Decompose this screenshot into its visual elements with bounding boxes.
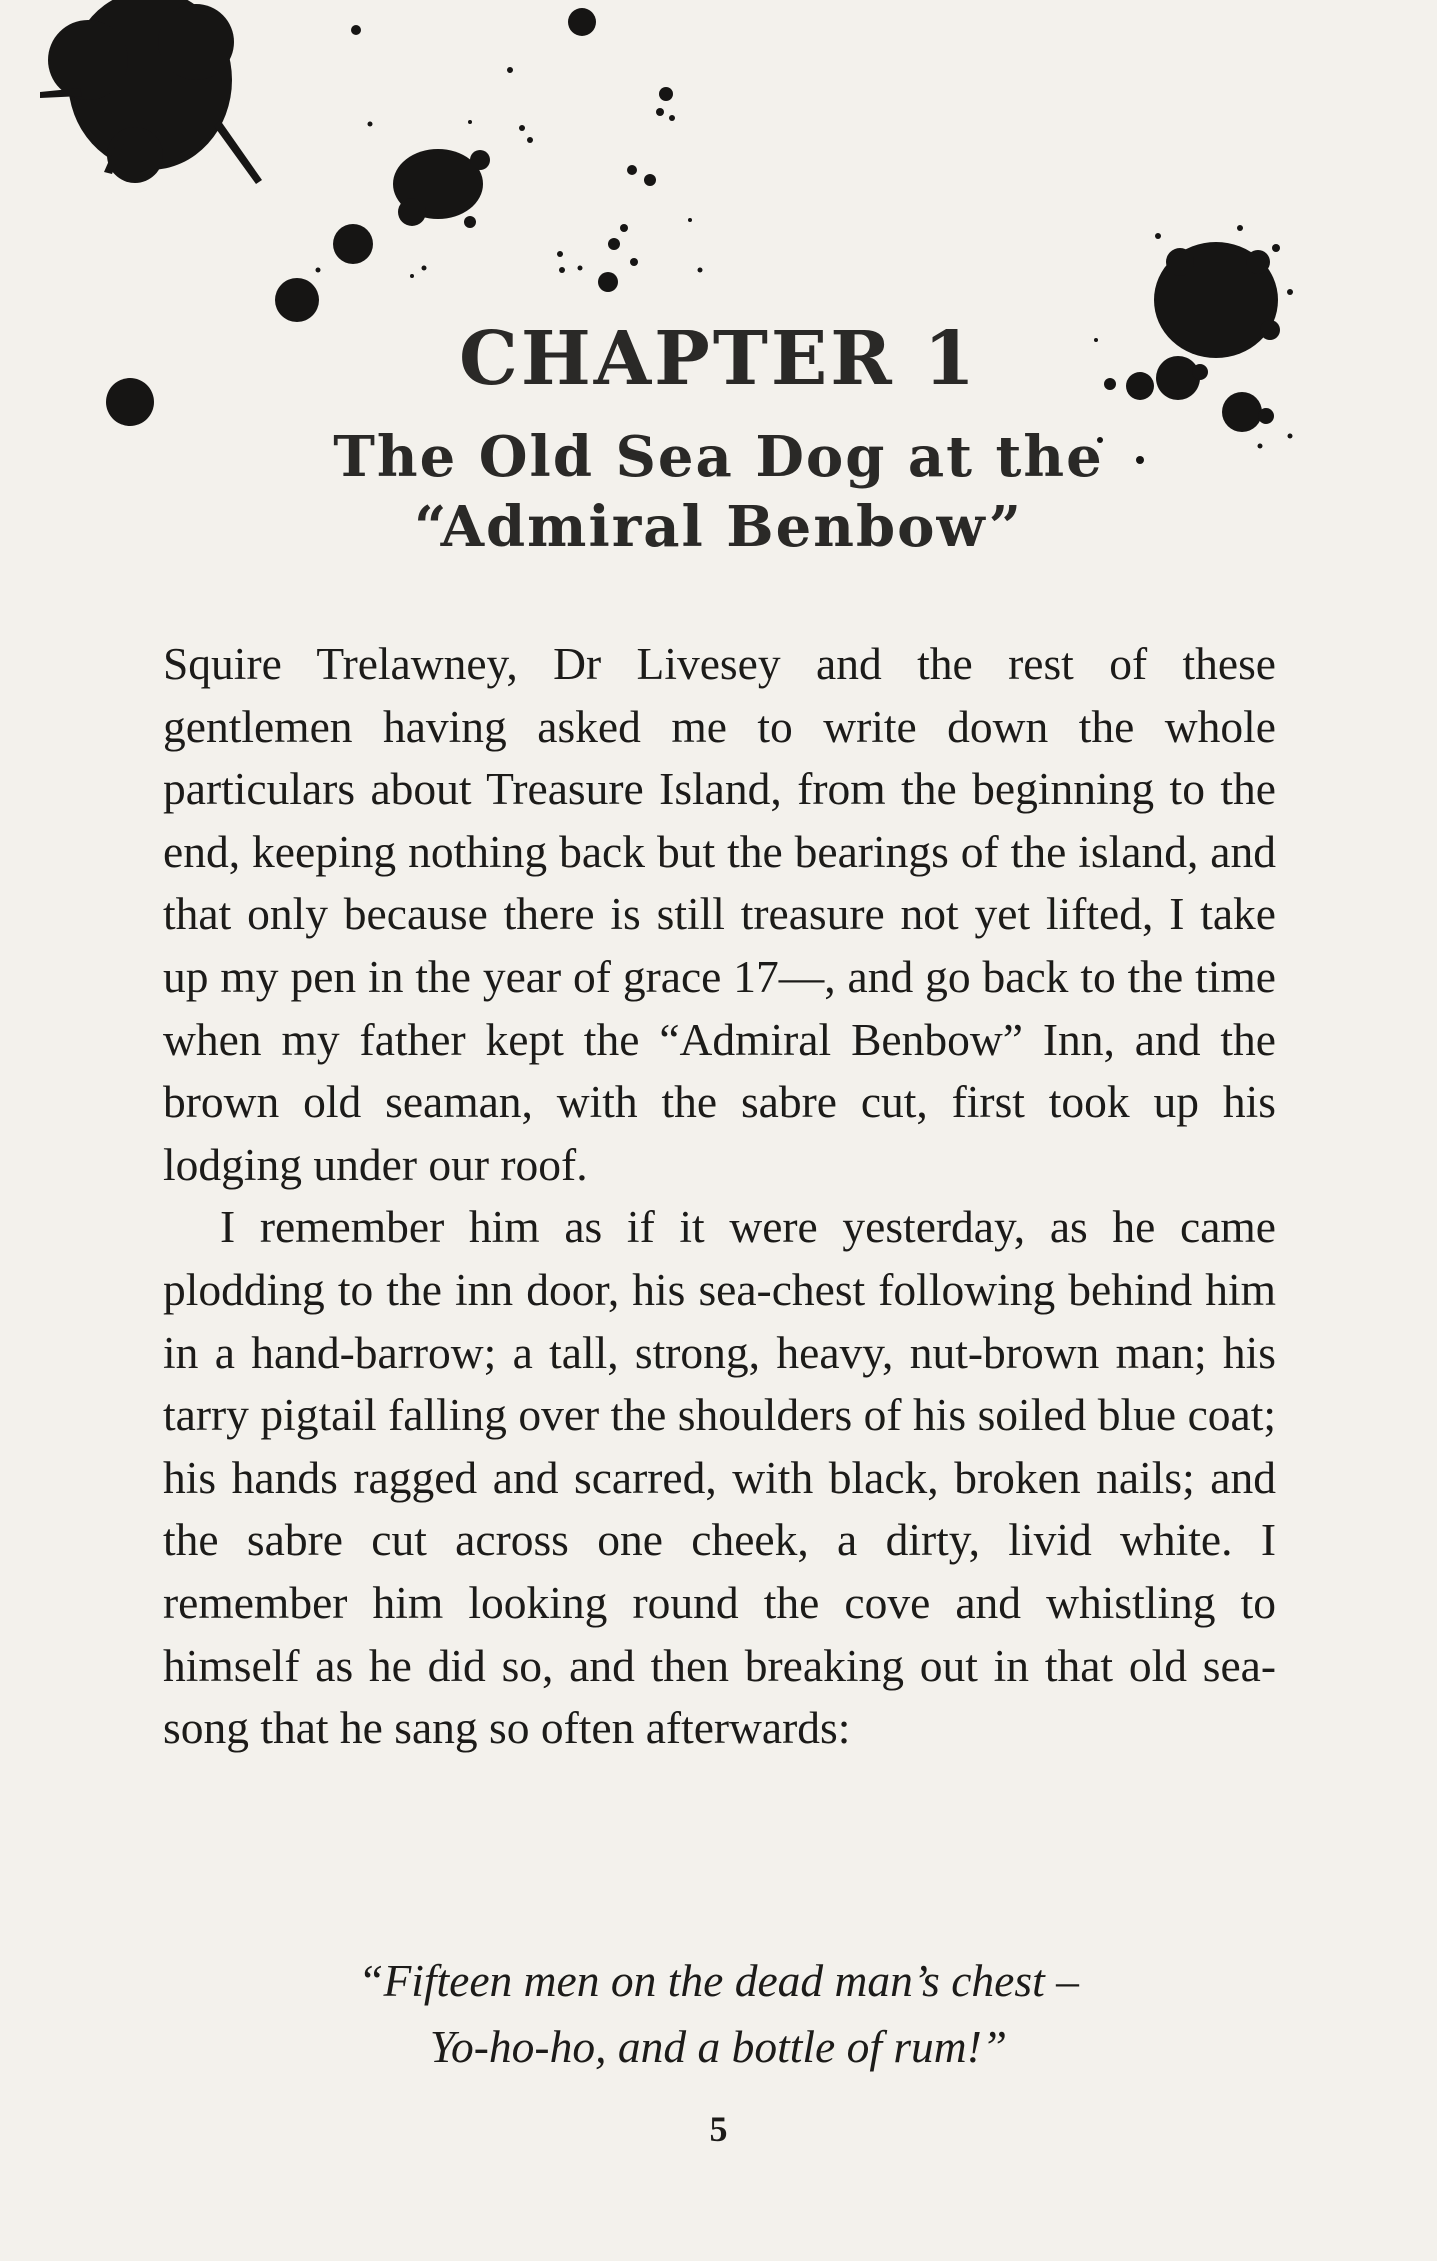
verse-line: Yo-ho-ho, and a bottle of rum!” — [429, 2021, 1008, 2072]
chapter-title-line: The Old Sea Dog at the — [333, 424, 1104, 490]
page-number: 5 — [709, 2109, 728, 2149]
paragraph: Squire Trelawney, Dr Livesey and the rest of these gentlemen having asked me to write down the whole particulars about Treasure Island, from the beginning to the end, keeping nothing back but the bearings of the island, and that only because there is still treasure not yet lifted, I take up my pen in the year of grace 17—, and go back to the time when my father kept the “Admiral Benbow” Inn, and the brown old seaman, with the sabre cut, first took up his lodging under our roof. — [163, 638, 1276, 1190]
chapter-title — [0, 422, 1437, 562]
verse-quote — [0, 1948, 1437, 2080]
verse-line: “Fifteen men on the dead man’s chest – — [358, 1955, 1079, 2006]
paragraph: I remember him as if it were yesterday, as he came plodding to the inn door, his sea-chest following behind him in a hand-barrow; a tall, strong, heavy, nut-brown man; his tarry pigtail falling over the shoulders of his soiled blue coat; his hands ragged and scarred, with black, broken nails; and the sabre cut across one cheek, a dirty, livid white. I remember him looking round the cove and whistling to himself as he did so, and then breaking out in that old sea-song that he sang so often afterwards: — [163, 1201, 1276, 1754]
chapter-title-line: “Admiral Benbow” — [414, 494, 1023, 560]
body-text — [163, 633, 1276, 1760]
chapter-number: CHAPTER 1 — [458, 316, 979, 402]
